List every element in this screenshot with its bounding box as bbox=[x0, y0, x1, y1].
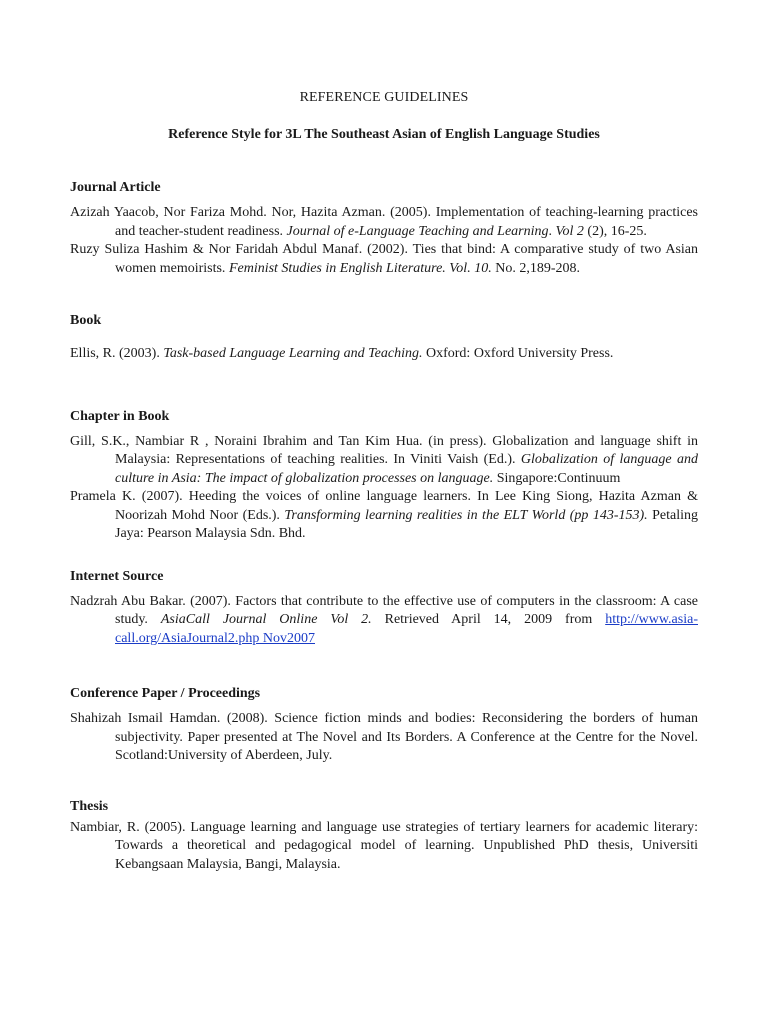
section-book bbox=[70, 312, 698, 364]
section-thesis bbox=[70, 798, 698, 875]
reference-entry-book-1 bbox=[70, 345, 698, 364]
section-heading-internet: Internet Source bbox=[70, 568, 164, 584]
entry-text: . bbox=[548, 223, 556, 239]
entry-text: Nambiar, R. (2005). Language learning and language use strategies of tertiary learners for academic literary: Towards a theoretical and pedagogical model of learning. Unpublished PhD thesis, Universiti Kebangsaan Malaysia, Bangi, Malaysia. bbox=[70, 819, 698, 872]
entry-text: Ruzy Suliza Hashim & Nor Faridah Abdul Manaf. (2002). Ties that bind: A comparative study of two Asian women memoirists. bbox=[70, 242, 698, 276]
reference-entry-internet-1 bbox=[70, 593, 698, 649]
entry-text: Retrieved April 14, 2009 from bbox=[371, 612, 606, 627]
entry-journal-name: Journal of e-Language Teaching and Learning bbox=[286, 223, 549, 239]
document-title: REFERENCE GUIDELINES bbox=[299, 90, 469, 105]
entry-text: Singapore:Continuum bbox=[493, 470, 621, 486]
section-heading-book: Book bbox=[70, 313, 102, 328]
entry-journal-name: AsiaCall Journal Online Vol 2. bbox=[160, 612, 372, 627]
reference-entry-conference-1 bbox=[70, 710, 698, 766]
reference-entry-journal-2 bbox=[70, 241, 698, 278]
entry-book-title: Transforming learning realities in the ELT World (pp 143-153). bbox=[284, 507, 648, 523]
reference-entry-chapter-1 bbox=[70, 433, 698, 489]
entry-journal-name: Feminist Studies in English Literature. Vol. 10. bbox=[228, 260, 492, 276]
section-internet-source bbox=[70, 568, 698, 649]
reference-entry-journal-1 bbox=[70, 204, 698, 241]
document-subtitle: Reference Style for 3L The Southeast Asian of English Language Studies bbox=[168, 127, 600, 142]
entry-text: Shahizah Ismail Hamdan. (2008). Science fiction minds and bodies: Reconsidering the borders of human subjectivity. Paper presented at The Novel and Its Borders. A Conference at the Centre for the Novel. Scotland:University of Aberdeen, July. bbox=[70, 711, 698, 763]
entry-text: (2), 16-25. bbox=[583, 223, 647, 239]
entry-text: Oxford: Oxford University Press. bbox=[422, 346, 614, 361]
section-chapter-in-book bbox=[70, 408, 698, 544]
section-conference-paper bbox=[70, 685, 698, 766]
reference-entry-chapter-2 bbox=[70, 488, 698, 544]
section-heading-conference: Conference Paper / Proceedings bbox=[70, 686, 261, 701]
entry-volume: Vol 2 bbox=[555, 223, 584, 239]
entry-text: Gill, S.K., Nambiar R , Noraini Ibrahim and Tan Kim Hua. (in press). Globalization and language shift in Malaysia: Representations of teaching realities. In Viniti Vaish (Ed.). bbox=[70, 433, 698, 467]
section-heading-thesis: Thesis bbox=[70, 798, 109, 814]
section-heading-chapter: Chapter in Book bbox=[70, 408, 170, 424]
entry-text: No. 2,189-208. bbox=[491, 260, 580, 276]
entry-text: Petaling Jaya: Pearson Malaysia Sdn. Bhd. bbox=[115, 507, 699, 541]
entry-text: Nadzrah Abu Bakar. (2007). Factors that contribute to the effective use of computers in the classroom: A case study. bbox=[70, 593, 698, 627]
reference-url-link[interactable]: http://www.asia-call.org/AsiaJournal2.php Nov2007 bbox=[115, 612, 698, 646]
entry-text: Pramela K. (2007). Heeding the voices of online language learners. In Lee King Siong, Hazita Azman & Noorizah Mohd Noor (Eds.). bbox=[70, 489, 698, 523]
entry-text: Azizah Yaacob, Nor Fariza Mohd. Nor, Hazita Azman. (2005). Implementation of teaching-learning practices and teacher-student readiness. bbox=[70, 205, 698, 239]
document-page bbox=[70, 89, 698, 874]
section-heading-journal: Journal Article bbox=[70, 180, 161, 195]
section-journal-article bbox=[70, 179, 698, 278]
entry-book-title: Globalization of language and culture in Asia: The impact of globalization processes on language. bbox=[115, 452, 698, 486]
reference-entry-thesis-1 bbox=[70, 819, 698, 875]
entry-book-title: Task-based Language Learning and Teaching. bbox=[163, 346, 423, 361]
entry-text: Ellis, R. (2003). bbox=[70, 346, 164, 361]
